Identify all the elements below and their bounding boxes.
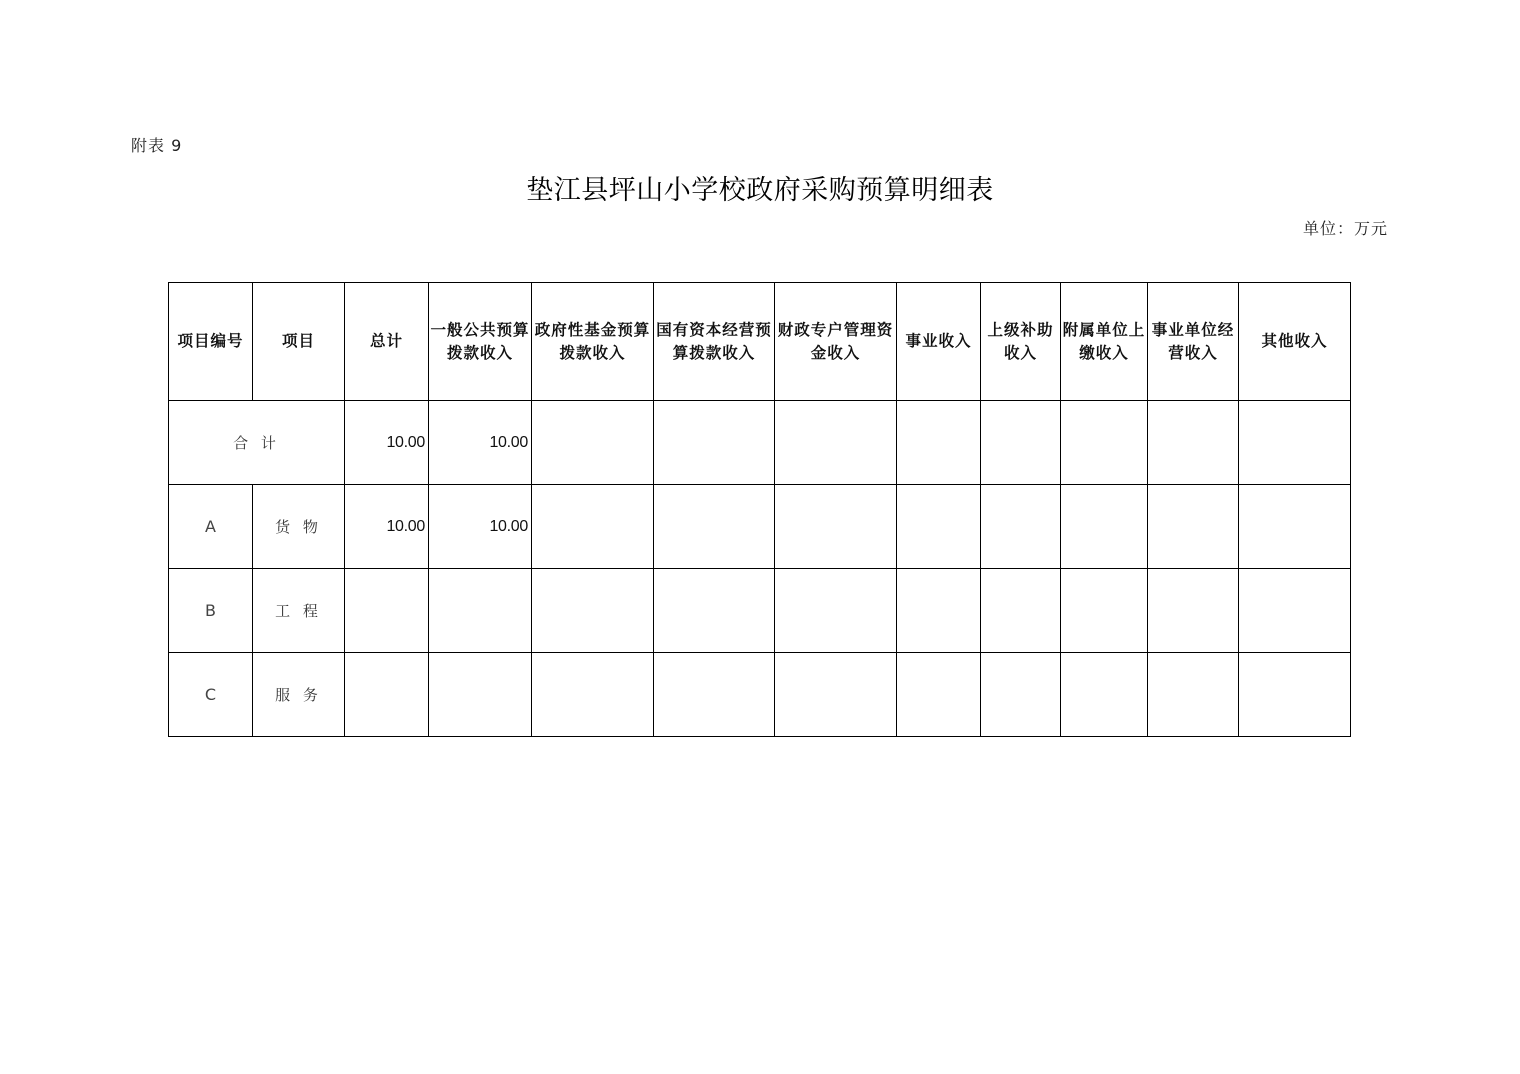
table-cell (981, 653, 1061, 737)
header-fiscal-special-account: 财政专户管理资金收入 (775, 283, 897, 401)
row-code: C (169, 653, 253, 737)
header-general-budget: 一般公共预算拨款收入 (429, 283, 532, 401)
row-general-budget (429, 653, 532, 737)
header-state-capital: 国有资本经营预算拨款收入 (654, 283, 775, 401)
row-code: A (169, 485, 253, 569)
row-code: B (169, 569, 253, 653)
row-total (345, 653, 429, 737)
table-cell (775, 569, 897, 653)
header-project-code: 项目编号 (169, 283, 253, 401)
table-row (169, 653, 1351, 737)
table-cell (897, 653, 981, 737)
table-cell (775, 653, 897, 737)
header-other-income: 其他收入 (1239, 283, 1351, 401)
table-row (169, 485, 1351, 569)
table-cell (1148, 569, 1239, 653)
table-cell (532, 485, 654, 569)
header-business-income: 事业收入 (897, 283, 981, 401)
table-cell (1239, 401, 1351, 485)
table-cell (981, 569, 1061, 653)
header-project: 项目 (253, 283, 345, 401)
table-total-row (169, 401, 1351, 485)
header-superior-subsidy: 上级补助收入 (981, 283, 1061, 401)
table-cell (775, 401, 897, 485)
total-row-label: 合 计 (169, 401, 345, 485)
table-cell (1239, 485, 1351, 569)
table-cell (1148, 485, 1239, 569)
table-cell (1061, 653, 1148, 737)
total-row-total: 10.00 (345, 401, 429, 485)
table-cell (654, 401, 775, 485)
unit-label: 单位：万元 (1302, 219, 1388, 238)
table-cell (1061, 569, 1148, 653)
table-row (169, 569, 1351, 653)
row-item: 工 程 (253, 569, 345, 653)
table-cell (775, 485, 897, 569)
table-cell (532, 653, 654, 737)
header-gov-fund: 政府性基金预算拨款收入 (532, 283, 654, 401)
table-cell (897, 401, 981, 485)
row-total (345, 569, 429, 653)
header-affiliated-units: 附属单位上缴收入 (1061, 283, 1148, 401)
row-general-budget: 10.00 (429, 485, 532, 569)
total-row-general-budget: 10.00 (429, 401, 532, 485)
table-cell (1239, 569, 1351, 653)
table-cell (1148, 401, 1239, 485)
table-cell (1061, 401, 1148, 485)
table-cell (532, 569, 654, 653)
table-cell (981, 485, 1061, 569)
table-cell (654, 653, 775, 737)
procurement-budget-table (168, 282, 1351, 737)
table-cell (1239, 653, 1351, 737)
row-item: 服 务 (253, 653, 345, 737)
row-total: 10.00 (345, 485, 429, 569)
table-cell (1148, 653, 1239, 737)
table-cell (897, 569, 981, 653)
table-cell (1061, 485, 1148, 569)
row-item: 货 物 (253, 485, 345, 569)
header-operating-income: 事业单位经营收入 (1148, 283, 1239, 401)
table-cell (981, 401, 1061, 485)
table-cell (897, 485, 981, 569)
page-title: 垫江县坪山小学校政府采购预算明细表 (526, 175, 994, 206)
row-general-budget (429, 569, 532, 653)
header-total: 总计 (345, 283, 429, 401)
attachment-label: 附表 9 (131, 136, 183, 155)
table-cell (532, 401, 654, 485)
table-header-row (169, 283, 1351, 401)
table-cell (654, 485, 775, 569)
table-cell (654, 569, 775, 653)
